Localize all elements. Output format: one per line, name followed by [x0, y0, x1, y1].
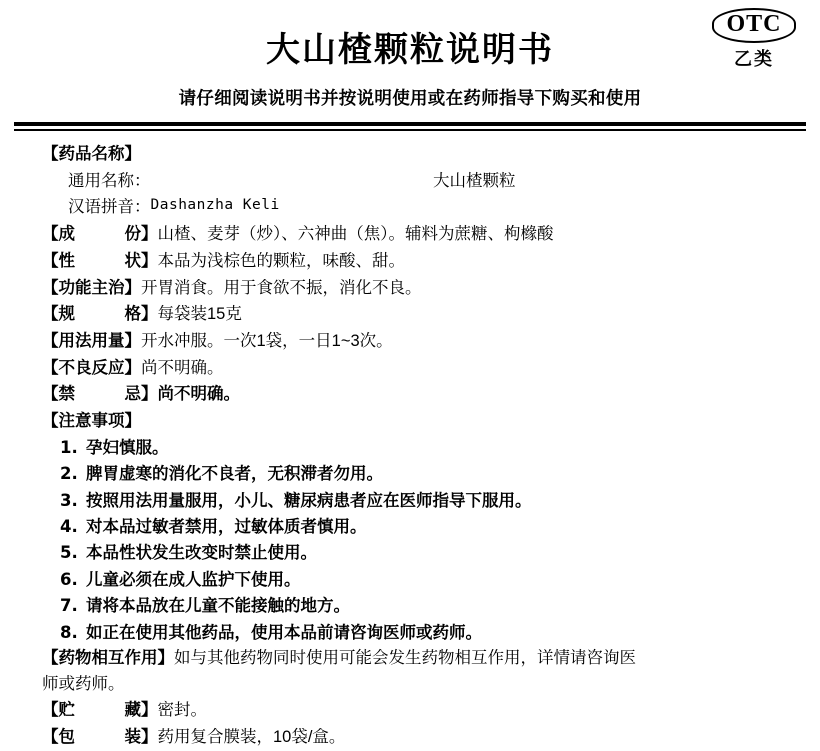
list-item [60, 514, 798, 540]
otc-badge [712, 8, 796, 71]
spec-label: 【规 格】 [42, 305, 158, 324]
list-item [60, 567, 798, 593]
indications-label: 【功能主治】 [42, 278, 141, 297]
section-dosage [42, 328, 798, 355]
generic-name-label: 通用名称： [68, 171, 151, 190]
list-item-number: 3. [60, 490, 78, 510]
interaction-value: 如与其他药物同时使用可能会发生药物相互作用，详情请咨询医 [174, 649, 636, 668]
list-item [60, 593, 798, 619]
contraindication-value: 尚不明确。 [157, 385, 240, 404]
list-item [60, 540, 798, 566]
interaction-value-line2: 师或药师。 [42, 674, 125, 693]
list-item [60, 488, 798, 514]
precautions-label: 【注意事项】 [42, 412, 141, 431]
list-item [60, 620, 798, 646]
packaging-value: 药用复合膜装，10袋/盒。 [157, 727, 346, 746]
list-item-text: 孕妇慎服。 [86, 438, 169, 457]
list-item-text: 对本品过敏者禁用，过敏体质者慎用。 [86, 518, 367, 537]
ingredients-label: 【成 份】 [42, 225, 158, 244]
spec-value: 每袋装15克 [157, 305, 242, 324]
storage-value: 密封。 [157, 701, 207, 720]
section-contraindications [42, 381, 798, 408]
pinyin-label: 汉语拼音： [68, 198, 151, 217]
storage-label: 【贮 藏】 [42, 701, 158, 720]
properties-value: 本品为浅棕色的颗粒，味酸、甜。 [157, 251, 405, 270]
otc-label: OTC [712, 8, 796, 43]
header [0, 0, 820, 110]
list-item-number: 2. [60, 464, 78, 484]
list-item-text: 请将本品放在儿童不能接触的地方。 [86, 597, 350, 616]
list-item-number: 5. [60, 543, 78, 563]
generic-name-value: 大山楂颗粒 [433, 171, 516, 190]
adverse-value: 尚不明确。 [141, 358, 224, 377]
pinyin-value: Dashanzha Keli [150, 197, 280, 214]
list-item-number: 8. [60, 622, 78, 642]
list-item [60, 435, 798, 461]
dosage-label: 【用法用量】 [42, 332, 141, 351]
section-ingredients [42, 221, 798, 248]
list-item-number: 7. [60, 596, 78, 616]
list-item-text: 如正在使用其他药品，使用本品前请咨询医师或药师。 [86, 623, 482, 642]
section-storage [42, 697, 798, 724]
list-item [60, 461, 798, 487]
section-indications [42, 275, 798, 302]
section-precautions [42, 408, 798, 435]
properties-label: 【性 状】 [42, 251, 158, 270]
list-item-text: 脾胃虚寒的消化不良者，无积滞者勿用。 [86, 465, 383, 484]
list-item-number: 1. [60, 437, 78, 457]
section-spec [42, 301, 798, 328]
adverse-label: 【不良反应】 [42, 358, 141, 377]
section-packaging [42, 724, 798, 751]
list-item-number: 6. [60, 569, 78, 589]
section-adverse-reactions [42, 355, 798, 382]
section-drug-name [42, 141, 798, 168]
list-item-text: 本品性状发生改变时禁止使用。 [86, 544, 317, 563]
section-generic-name [42, 168, 798, 195]
contraindication-label: 【禁 忌】 [42, 385, 158, 404]
otc-class-label: 乙类 [734, 48, 774, 69]
precautions-list [42, 435, 798, 646]
page-title: 大山楂颗粒说明书 [266, 30, 554, 70]
interaction-label: 【药物相互作用】 [42, 649, 174, 668]
page-subtitle: 请仔细阅读说明书并按说明使用或在药师指导下购买和使用 [178, 88, 642, 108]
section-properties [42, 248, 798, 275]
list-item-text: 儿童必须在成人监护下使用。 [86, 570, 301, 589]
section-pinyin [42, 194, 798, 221]
packaging-label: 【包 装】 [42, 727, 158, 746]
drug-name-label: 【药品名称】 [42, 145, 141, 163]
dosage-value: 开水冲服。一次1袋，一日1~3次。 [141, 332, 393, 351]
leaflet-body [0, 131, 820, 751]
header-divider [14, 122, 806, 131]
list-item-number: 4. [60, 517, 78, 537]
indications-value: 开胃消食。用于食欲不振，消化不良。 [141, 278, 422, 297]
section-interactions [42, 646, 798, 672]
ingredients-value: 山楂、麦芽（炒）、六神曲（焦）。辅料为蔗糖、枸橼酸 [157, 225, 554, 244]
list-item-text: 按照用法用量服用，小儿、糖尿病患者应在医师指导下服用。 [86, 491, 532, 510]
